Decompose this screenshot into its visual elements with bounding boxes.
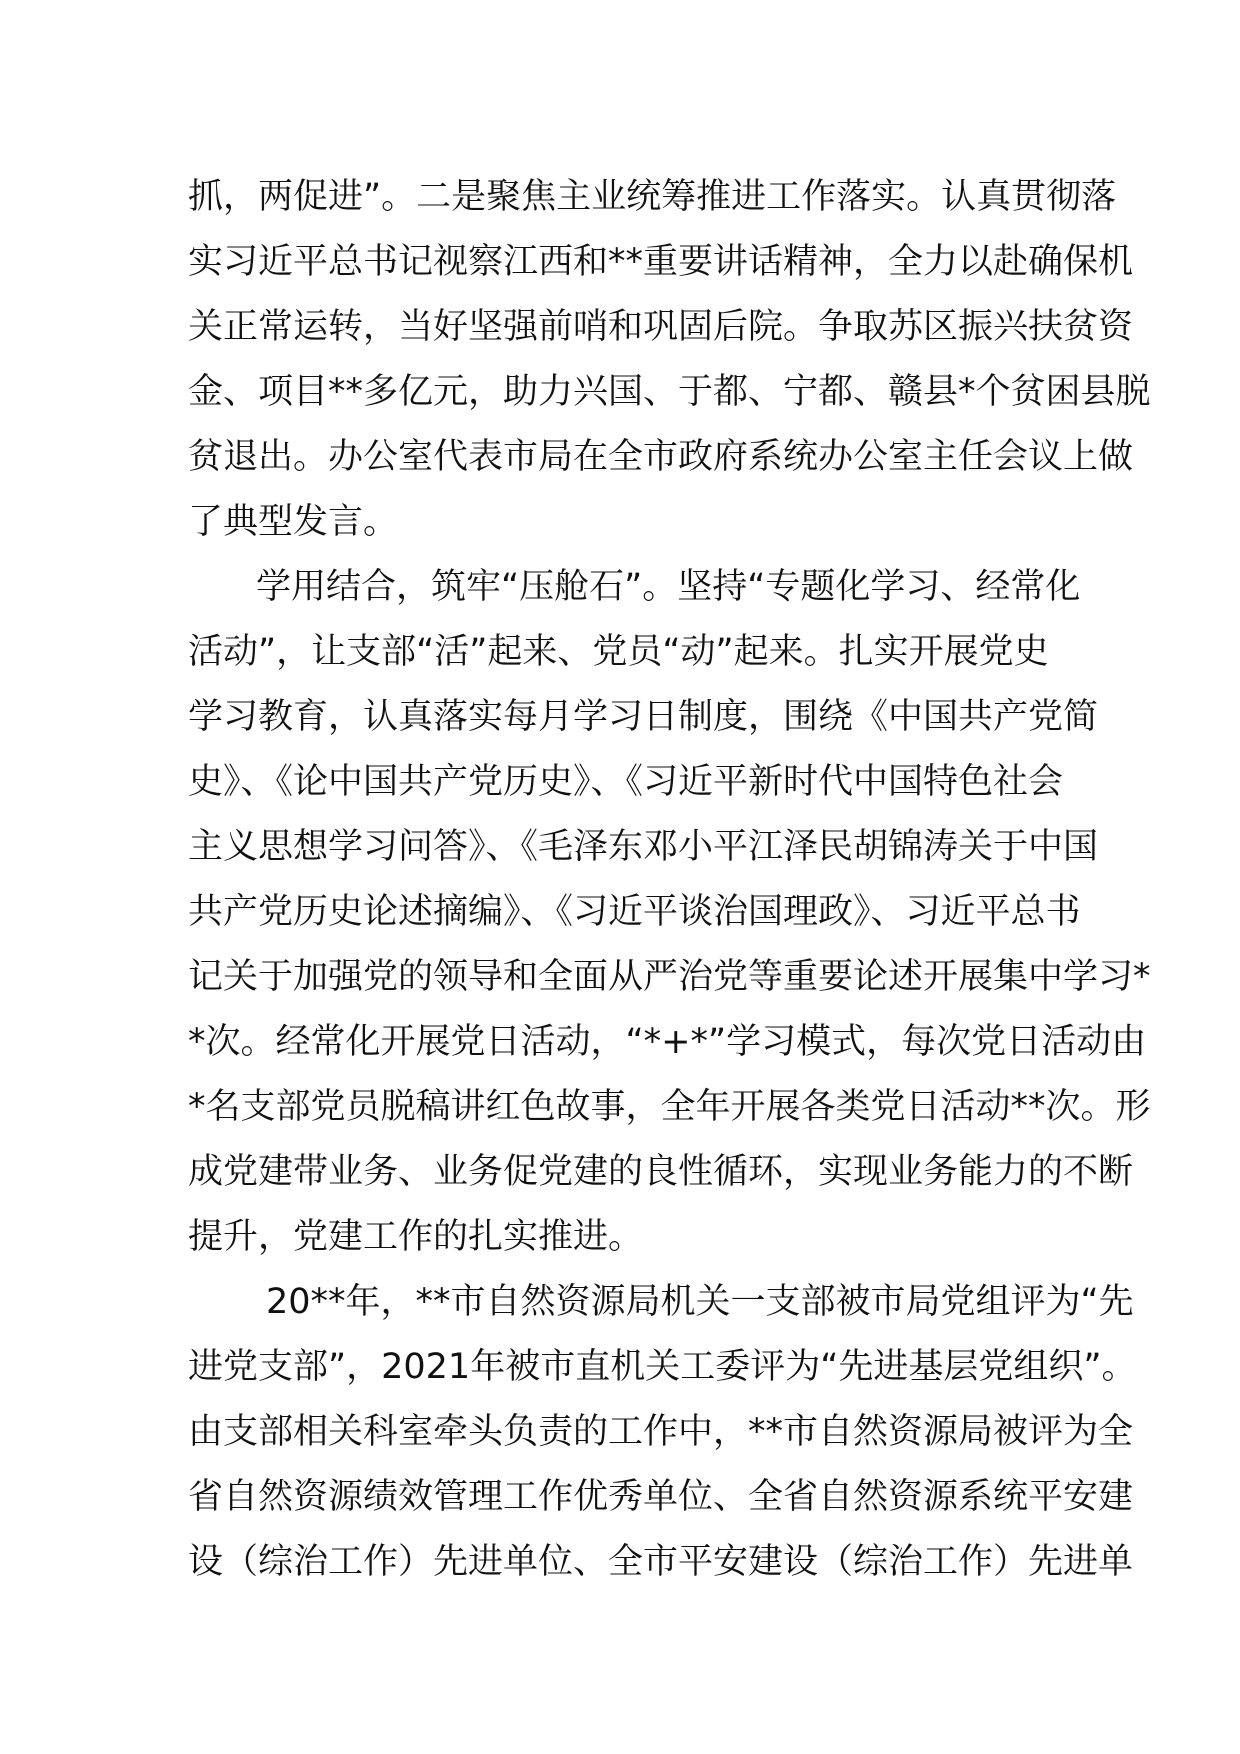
text-line: 成党建带业务、业务促党建的良性循环，实现业务能力的不断 xyxy=(188,1152,1134,1192)
text-line: 省自然资源绩效管理工作优秀单位、全省自然资源系统平安建 xyxy=(188,1477,1134,1517)
text-line: 由支部相关科室牵头负责的工作中，**市自然资源局被评为全 xyxy=(188,1412,1134,1452)
text-line: 20**年，**市自然资源局机关一支部被市局党组评为“先 xyxy=(266,1282,1134,1322)
text-line: 记关于加强党的领导和全面从严治党等重要论述开展集中学习* xyxy=(188,957,1151,997)
text-line: 学用结合，筑牢“压舱石”。坚持“专题化学习、经常化 xyxy=(256,567,1081,607)
text-line: 设（综治工作）先进单位、全市平安建设（综治工作）先进单 xyxy=(188,1542,1134,1582)
paragraph-2 xyxy=(188,555,1151,1270)
text-line: *次。经常化开展党日活动，“*+*”学习模式，每次党日活动由 xyxy=(188,1022,1147,1062)
text-line: *名支部党员脱稿讲红色故事，全年开展各类党日活动**次。形 xyxy=(188,1087,1151,1127)
text-line: 了典型发言。 xyxy=(188,502,399,542)
text-line: 贫退出。办公室代表市局在全市政府系统办公室主任会议上做 xyxy=(188,437,1134,477)
text-line: 关正常运转，当好坚强前哨和巩固后院。争取苏区振兴扶贫资 xyxy=(188,307,1134,347)
text-line: 主义思想学习问答》、《毛泽东邓小平江泽民胡锦涛关于中国 xyxy=(188,827,1099,867)
text-line: 共产党历史论述摘编》、《习近平谈治国理政》、习近平总书 xyxy=(188,892,1081,932)
text-line: 进党支部”，2021年被市直机关工委评为“先进基层党组织”。 xyxy=(188,1347,1137,1387)
paragraph-1 xyxy=(188,165,1151,555)
text-line: 金、项目**多亿元，助力兴国、于都、宁都、赣县*个贫困县脱 xyxy=(188,372,1151,412)
text-line: 实习近平总书记视察江西和**重要讲话精神，全力以赴确保机 xyxy=(188,242,1134,282)
text-line: 活动”，让支部“活”起来、党员“动”起来。扎实开展党史 xyxy=(188,632,1049,672)
text-line: 抓，两促进”。二是聚焦主业统筹推进工作落实。认真贯彻落 xyxy=(188,177,1117,217)
text-line: 史》、《论中国共产党历史》、《习近平新时代中国特色社会 xyxy=(188,762,1064,802)
paragraph-3 xyxy=(188,1270,1137,1595)
text-line: 提升，党建工作的扎实推进。 xyxy=(188,1217,644,1257)
text-line: 学习教育，认真落实每月学习日制度，围绕《中国共产党简 xyxy=(188,697,1099,737)
document-body xyxy=(188,165,1151,1595)
